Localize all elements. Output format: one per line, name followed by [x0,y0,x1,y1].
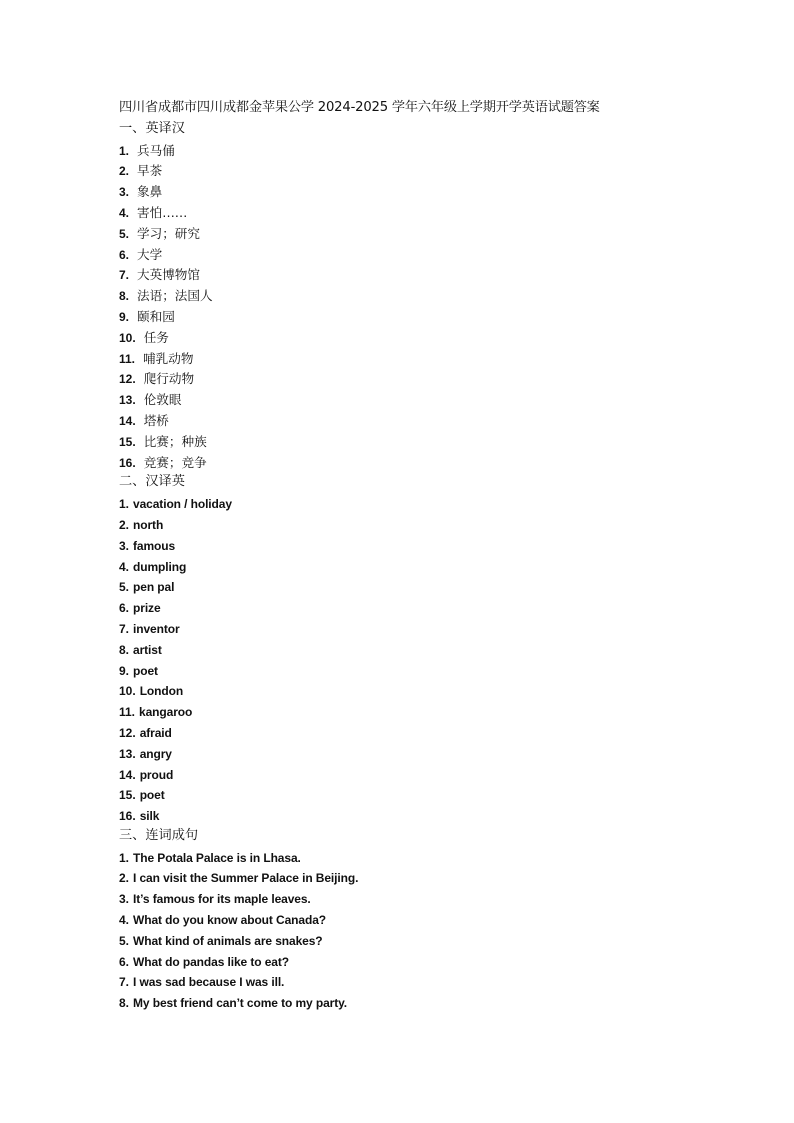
answer-sheet [119,98,739,1013]
item-answer: 爬行动物 [143,371,195,387]
item-answer: poet [139,788,165,803]
answer-item [119,784,739,805]
answer-item [119,618,739,639]
item-number: 11. [119,705,136,720]
answer-item [119,285,739,306]
item-number: 12. [119,725,136,740]
item-number: 15. [119,434,136,449]
item-number: 16. [119,455,136,470]
item-number: 16. [119,809,136,824]
item-number: 3. [119,538,130,553]
item-number: 13. [119,393,136,408]
answer-item [119,680,739,701]
answer-item [119,389,739,410]
item-answer: 兵马俑 [137,142,175,158]
item-answer: vacation / holiday [133,497,232,512]
item-answer: pen pal [133,580,175,595]
item-number: 7. [119,268,130,283]
item-number: 8. [119,642,130,657]
item-answer: artist [133,642,162,657]
answer-item [119,576,739,597]
answer-item [119,888,739,909]
section-heading: 二、汉译英 [119,474,185,490]
item-number: 5. [119,580,130,595]
item-answer: 竞赛；竞争 [143,454,207,470]
answer-item [119,909,739,930]
item-answer: famous [133,538,176,553]
item-answer: 塔桥 [143,412,169,428]
item-answer: proud [139,767,174,782]
item-number: 14. [119,767,136,782]
item-answer: My best friend can’t come to my party. [133,996,348,1011]
answer-item [119,493,739,514]
item-answer: poet [133,663,158,678]
answer-item [119,805,739,826]
answer-item [119,660,739,681]
answer-item [119,140,739,161]
answer-item [119,535,739,556]
answer-item [119,701,739,722]
section-heading: 三、连词成句 [119,827,199,843]
answer-item [119,764,739,785]
item-number: 7. [119,975,130,990]
answer-item [119,743,739,764]
item-number: 6. [119,247,130,262]
answer-item [119,410,739,431]
answer-item [119,597,739,618]
answer-item [119,930,739,951]
answer-item [119,244,739,265]
item-answer: What do pandas like to eat? [133,954,289,969]
item-number: 3. [119,185,130,200]
item-answer: silk [139,809,160,824]
item-answer: 象鼻 [137,184,163,200]
item-number: 10. [119,684,136,699]
item-number: 4. [119,559,130,574]
answer-item [119,867,739,888]
answer-item [119,223,739,244]
item-answer: It’s famous for its maple leaves. [133,892,311,907]
answer-item [119,722,739,743]
answer-item [119,971,739,992]
answer-item [119,639,739,660]
item-number: 4. [119,205,130,220]
item-number: 10. [119,330,136,345]
item-answer: 学习；研究 [137,225,200,241]
item-number: 1. [119,143,130,158]
answer-item [119,452,739,473]
item-answer: north [133,517,164,532]
item-answer: What do you know about Canada? [133,913,327,928]
item-answer: I can visit the Summer Palace in Beijing. [133,871,359,886]
item-number: 7. [119,621,130,636]
item-answer: 比赛；种族 [143,433,207,449]
item-number: 11. [119,351,136,366]
answer-item [119,992,739,1013]
item-number: 9. [119,309,130,324]
item-answer: 伦敦眼 [143,392,182,408]
answer-item [119,368,739,389]
item-answer: prize [133,601,161,616]
item-answer: 法语；法国人 [137,288,213,304]
item-number: 2. [119,164,130,179]
item-answer: 颐和园 [137,308,175,324]
item-answer: 大学 [137,246,163,262]
item-number: 8. [119,996,130,1011]
item-answer: angry [139,746,172,761]
answer-item [119,181,739,202]
item-answer: 大英博物馆 [137,267,200,283]
item-answer: What kind of animals are snakes? [133,933,323,948]
item-number: 1. [119,497,130,512]
item-answer: 任务 [143,329,169,345]
item-answer: 哺乳动物 [143,350,194,366]
item-number: 9. [119,663,130,678]
answer-item [119,951,739,972]
answer-item [119,327,739,348]
section-cn-to-en [119,472,739,826]
section-heading: 一、英译汉 [119,120,185,136]
item-number: 2. [119,517,130,532]
document-title: 四川省成都市四川成都金苹果公学 2024-2025 学年六年级上学期开学英语试题答案 [119,100,600,115]
item-number: 12. [119,372,136,387]
answer-item [119,306,739,327]
answer-item [119,431,739,452]
item-number: 3. [119,892,130,907]
answer-item [119,160,739,181]
item-number: 14. [119,413,136,428]
section-sentence-building [119,826,739,1013]
item-number: 15. [119,788,136,803]
item-answer: London [139,684,184,699]
item-answer: inventor [133,621,180,636]
item-answer: afraid [139,725,172,740]
item-answer: The Potala Palace is in Lhasa. [133,850,301,865]
item-number: 1. [119,850,130,865]
item-number: 13. [119,746,136,761]
item-answer: I was sad because I was ill. [133,975,285,990]
item-number: 6. [119,954,130,969]
item-number: 5. [119,933,130,948]
section-en-to-cn [119,119,739,473]
item-number: 5. [119,226,130,241]
item-answer: 害怕…… [137,204,188,220]
item-answer: kangaroo [139,705,193,720]
answer-item [119,514,739,535]
item-number: 6. [119,601,130,616]
answer-item [119,348,739,369]
item-answer: 早茶 [137,163,163,179]
answer-item [119,202,739,223]
answer-item [119,847,739,868]
answer-item [119,264,739,285]
item-number: 2. [119,871,130,886]
item-number: 8. [119,289,130,304]
item-answer: dumpling [133,559,187,574]
answer-item [119,556,739,577]
item-number: 4. [119,913,130,928]
